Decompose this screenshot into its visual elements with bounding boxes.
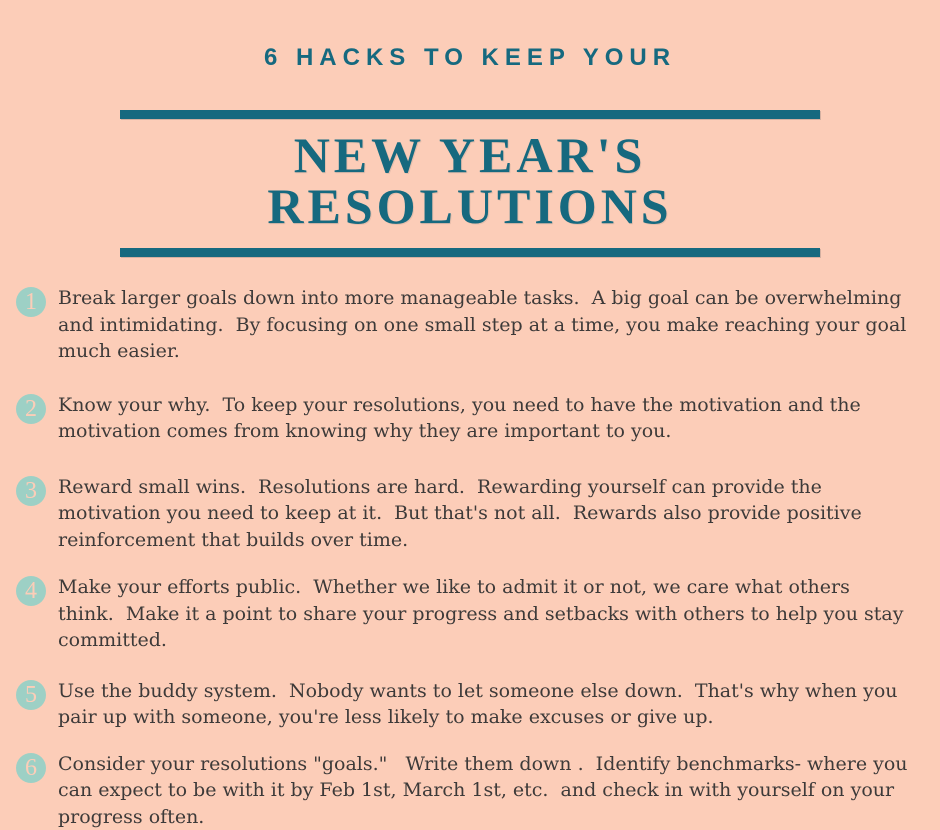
title-divider-top [120, 110, 820, 119]
number-badge: 5 [16, 680, 46, 710]
number-badge: 6 [16, 753, 46, 783]
number-badge: 2 [16, 394, 46, 424]
number-badge: 4 [16, 576, 46, 606]
list-item [16, 392, 912, 445]
page-title [0, 130, 940, 232]
hack-text: Make your efforts public. Whether we like to admit it or not, we care what others think. Make it a point to share your progress and setbacks with others to help you stay committed. [58, 574, 910, 654]
kicker-heading: 6 HACKS TO KEEP YOUR [0, 44, 940, 72]
title-divider-bottom [120, 248, 820, 257]
list-item [16, 678, 912, 731]
list-item [16, 285, 912, 365]
number-badge: 3 [16, 476, 46, 506]
hack-text: Use the buddy system. Nobody wants to let someone else down. That's why when you pair up with someone, you're less likely to make excuses or give up. [58, 678, 910, 731]
hack-text: Reward small wins. Resolutions are hard. Rewarding yourself can provide the motivation you need to keep at it. But that's not all. Rewards also provide positive reinforcement that builds over time. [58, 474, 910, 554]
hacks-list [16, 285, 912, 830]
page-title-line1: NEW YEAR'S [0, 130, 940, 181]
list-item [16, 574, 912, 654]
list-item [16, 751, 912, 830]
hack-text: Break larger goals down into more manageable tasks. A big goal can be overwhelming and intimidating. By focusing on one small step at a time, you make reaching your goal much easier. [58, 285, 910, 365]
hack-text: Know your why. To keep your resolutions, you need to have the motivation and the motivation comes from knowing why they are important to you. [58, 392, 910, 445]
number-badge: 1 [16, 287, 46, 317]
page-title-line2: RESOLUTIONS [0, 181, 940, 232]
list-item [16, 474, 912, 554]
hack-text: Consider your resolutions "goals." Write them down . Identify benchmarks- where you can expect to be with it by Feb 1st, March 1st, etc. and check in with yourself on your progress often. [58, 751, 910, 830]
